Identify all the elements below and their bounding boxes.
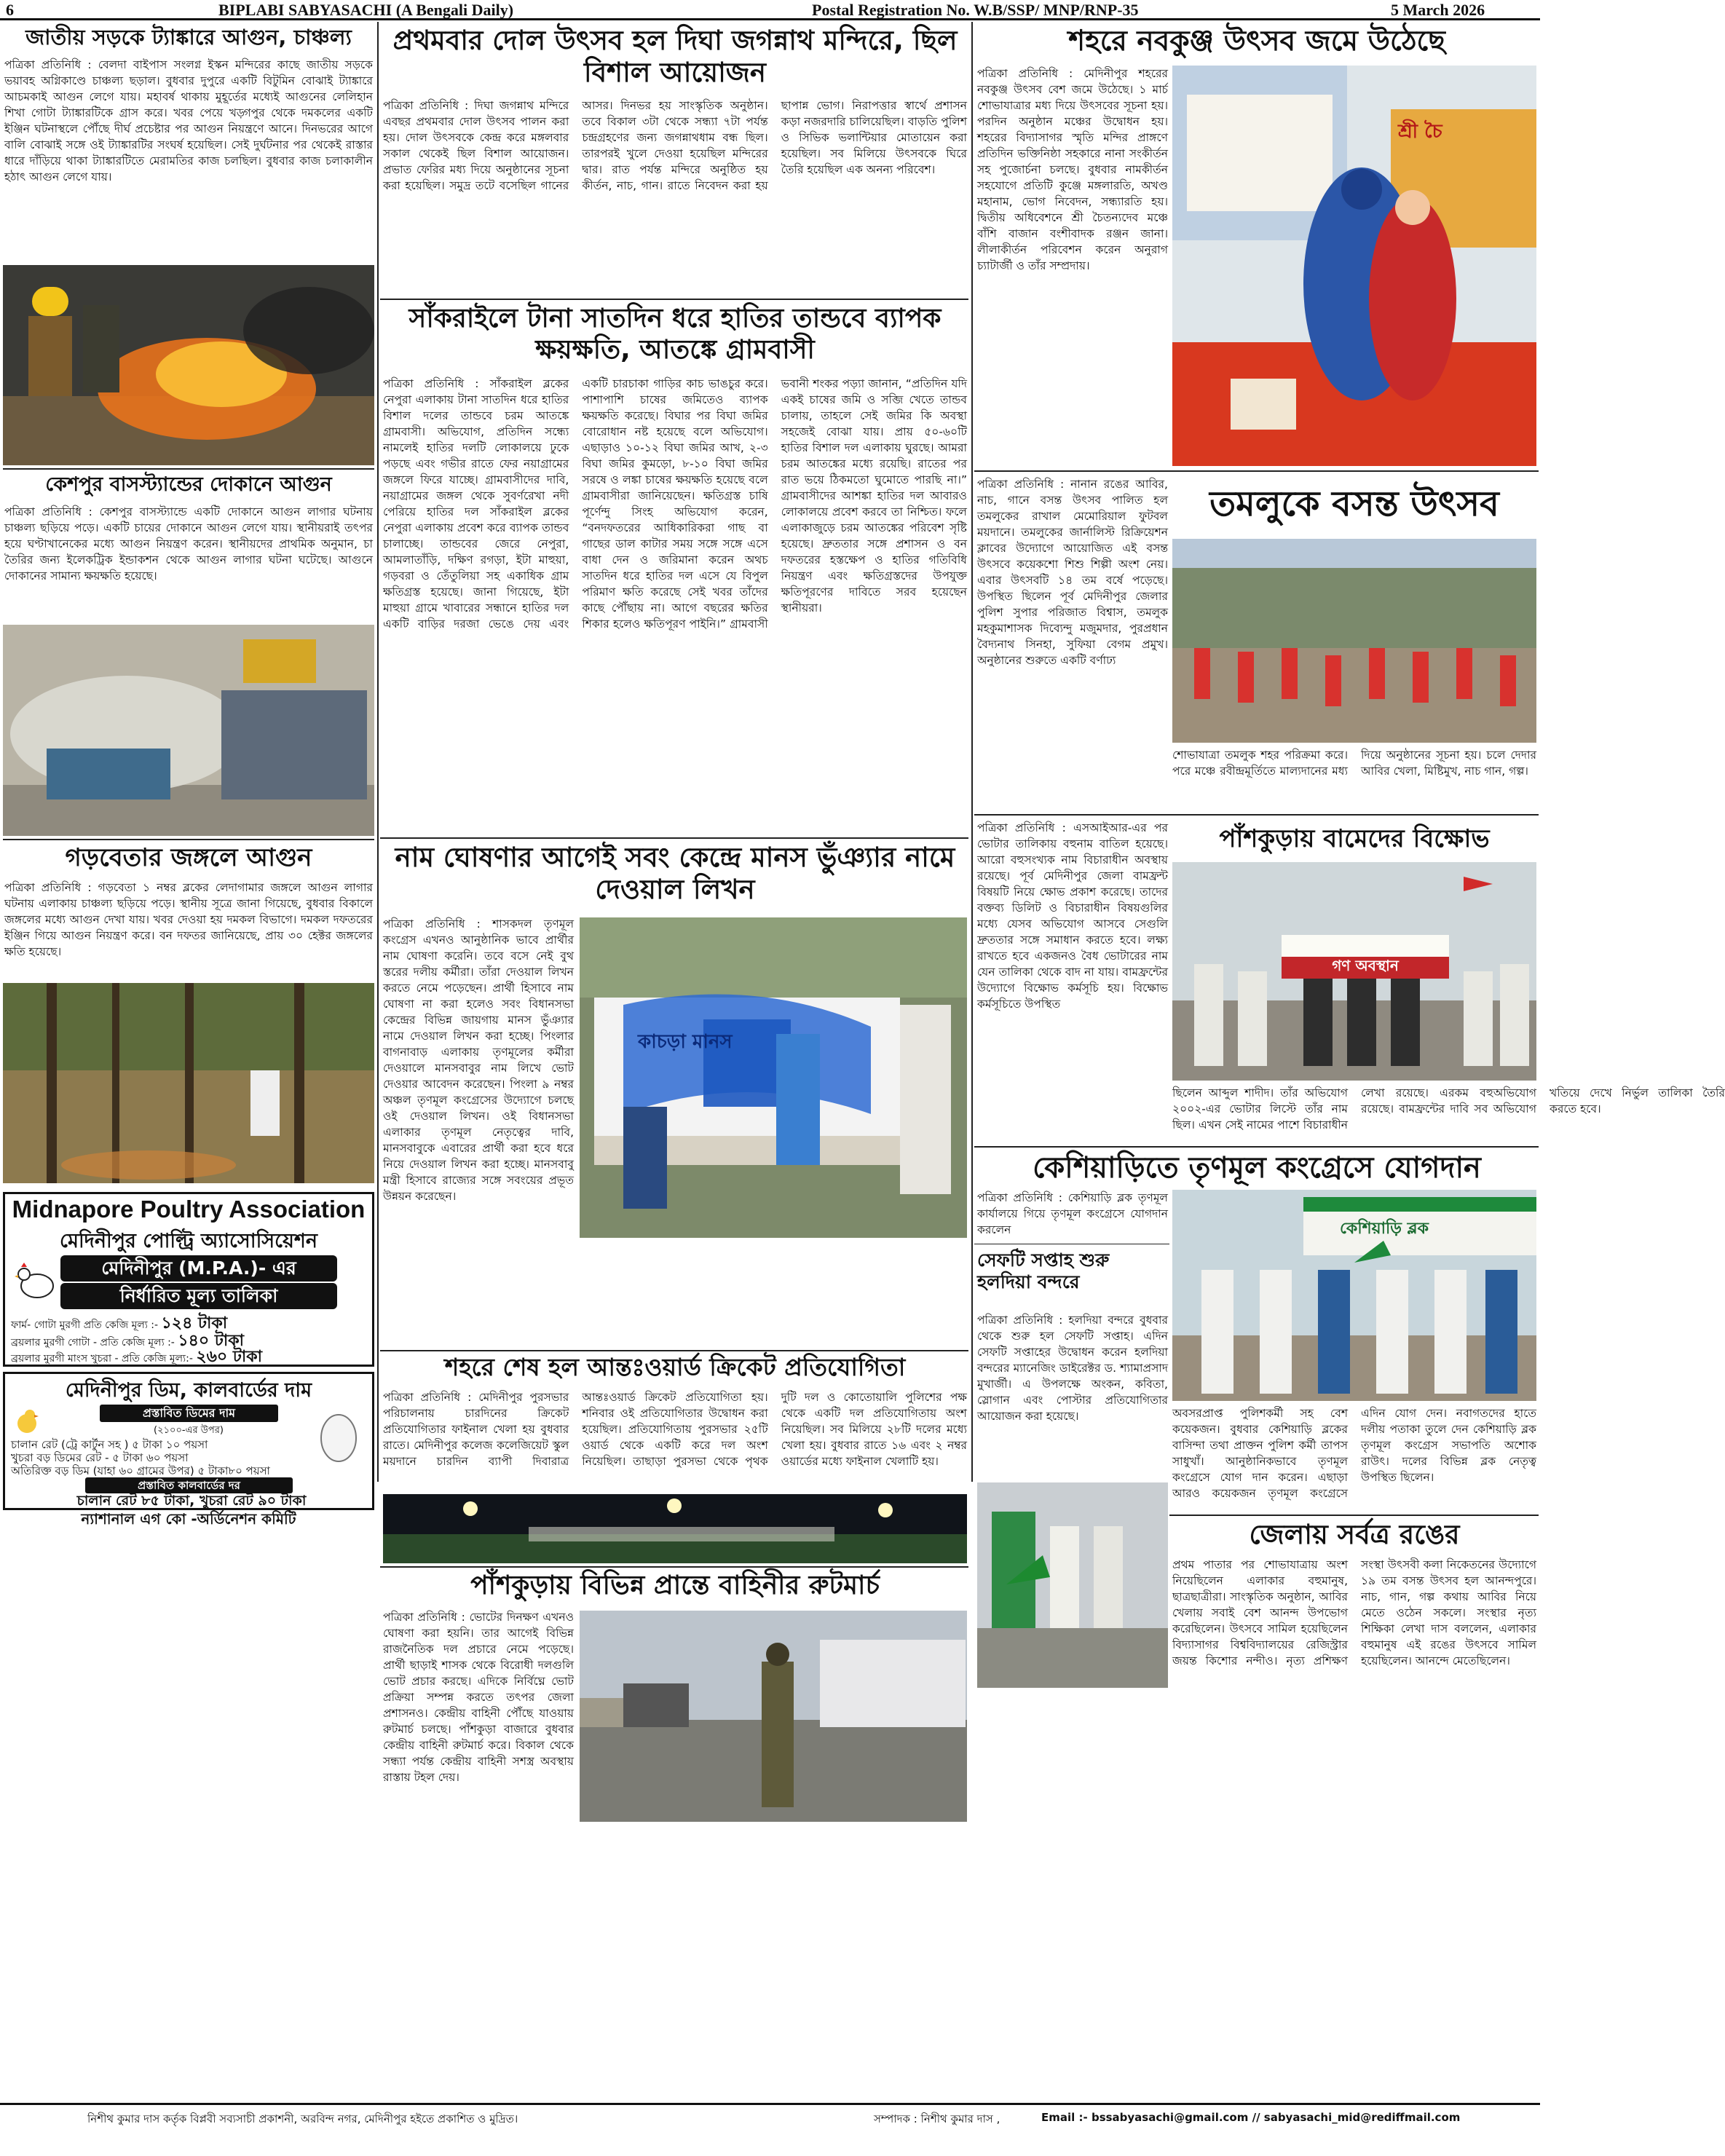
- section-rule: [3, 468, 374, 470]
- article-body-digha-dol: পত্রিকা প্রতিনিধি : দিঘা জগন্নাথ মন্দিরে এবছর প্রথমবার দোল উৎসব পালন করা হয়। দোল উৎসবকে কেন্দ্র করে মঙ্গলবার সকাল থেকেই ছিল বিশাল আয়োজন। প্রভাত ফেরির মধ্য দিয়ে অনুষ্ঠানের সূচনা করা হয়েছিল। সমুদ্র তটে বসেছিল গানের আসর। দিনভর হয় সাংস্কৃতিক অনুষ্ঠান। তবে বিকাল ৩টা থেকে সন্ধ্যা ৭টা পর্যন্ত চন্দ্রগ্রহণের জন্য জগন্নাথধাম বন্ধ ছিল। তারপরই খুলে দেওয়া হয়েছিল মন্দিরের দ্বার। রাত পর্যন্ত মন্দিরে অনুষ্ঠিত হয় কীর্তন, নাচ, গান। রাতে নিবেদন করা হয় ছাপান্ন ভোগ। নিরাপত্তার স্বার্থে প্রশাসন কড়া নজরদারি চালিয়েছিল। বাড়তি পুলিশ ও সিভিক ভলান্টিয়ার মোতায়েন করা হয়েছিল। সব মিলিয়ে উৎসবকে ঘিরে তৈরি হয়েছিল এক অনন্য পরিবেশ।: [383, 99, 967, 192]
- poultry-price-label: ফার্ম- গোটা মুরগী প্রতি কেজি মূল্য :-: [11, 1319, 159, 1331]
- article-body-cricket: পত্রিকা প্রতিনিধি : মেদিনীপুর পুরসভার পরিচালনায় চারদিনের ক্রিকেট প্রতিযোগিতার ফাইনাল খেলা হয় বুধবার রাতে। মেদিনীপুর কলেজ কলেজিয়েট স্কুল ময়দানে চারদিন ব্যাপী দিবারাত্র আন্তঃওয়ার্ড ক্রিকেট প্রতিযোগিতা হয়। শনিবার ওই প্রতিযোগিতার উদ্বোধন করা হয়েছিল। প্রতিযোগিতায় পুরসভার ২৫টি ওয়ার্ড থেকে একটি করে দল অংশ নিয়েছিল। তাছাড়া পুরসভা থেকে পৃথক দুটি দল ও কোতোয়ালি পুলিশের পক্ষ থেকে একটি দল প্রতিযোগিতায় অংশ নিয়েছিল। সব মিলিয়ে ২৮টি দলের মধ্যে খেলা হয়। বুধবার রাতে ১৬ এবং ২ নম্বর ওয়ার্ডের মধ্যে ফাইনাল খেলাটি হয়।: [383, 1391, 967, 1468]
- article-body-wall-writing: পত্রিকা প্রতিনিধি : শাসকদল তৃণমূল কংগ্রেস এখনও আনুষ্ঠানিক ভাবে প্রার্থীর নাম ঘোষণা করেনি। তবে বসে নেই বুথ স্তরের দলীয় কর্মীরা। তাঁরা দেওয়াল লিখন করতে নেমে পড়েছেন। প্রার্থী হিসাবে নাম ঘোষণা না করা হলেও সবং বিধানসভা কেন্দ্রের বিভিন্ন জায়গায় মানস ভুঁঞ্যার নামে দেওয়াল লিখন করা হচ্ছে। পিংলার বাগনাবাড় এলাকায় তৃণমূলের কর্মীরা দেওয়ালে মানসবাবুর নাম লিখে ভোট দেওয়ার আবেদন করেছেন। পিংলা ৯ নম্বর অঞ্চল তৃণমূল কংগ্রেসের উদ্যোগে চলছে ওই দেওয়াল লিখন। ওই বিধানসভা এলাকার তৃণমূল নেতৃত্বের দাবি, মানসবাবুকে এবারের প্রার্থী করা হবে ধরে নিয়ে দেওয়াল লিখন করা হচ্ছে। মানসবাবু মন্ত্রী হিসাবে রাজ্যের সঙ্গে সবংয়ের প্রভূত উন্নয়ন করেছেন।: [383, 917, 574, 1203]
- section-rule: [380, 299, 968, 300]
- article-body-route-march-cont: [580, 1826, 967, 1880]
- headline-safety-week: সেফটি সপ্তাহ শুরু হলদিয়া বন্দরে: [977, 1249, 1110, 1292]
- photo-cricket: [383, 1494, 967, 1563]
- poultry-price-label: ব্রয়লার মুরগী মাংস খুচরা - প্রতি কেজি মূল্য:-: [11, 1353, 193, 1365]
- hen-icon: [14, 1260, 58, 1303]
- poultry-price-row: [11, 1332, 371, 1350]
- article-body-left-protest: পত্রিকা প্রতিনিধি : এসআইআর-এর পর ভোটার তালিকায় বহুনাম বাতিল হয়েছে। আরো বহুসংখ্যক নাম বিচারাধীন অবস্থায় রয়েছে। পূর্ব মেদিনীপুর জেলা বামফ্রন্ট বিষয়টি নিয়ে ক্ষোভ প্রকাশ করেছে। তাদের বক্তব্য ডিলিট ও বিচারাধীন বিষয়গুলির মধ্যে যেসব অভিযোগ আসবে সেগুলি দ্রুততার সঙ্গে সমাধান করতে হবে। লক্ষ্য রাখতে হবে একজনও বৈধ ভোটারের নাম যেন তালিকা থেকে বাদ না যায়। বামফ্রন্টের উদ্যোগে বিক্ষোভ কর্মসূচি হয়। বিক্ষোভ কর্মসূচিতে উপস্থিত: [977, 821, 1168, 1011]
- photo-safety-week: [977, 1482, 1168, 1688]
- footer-editor: সম্পাদক : নিশীথ কুমার দাস ,: [874, 2112, 1000, 2125]
- poultry-price-row: [11, 1349, 371, 1366]
- section-rule: [974, 814, 1539, 816]
- article-body-garhbeta-fire: পত্রিকা প্রতিনিধি : গড়বেতা ১ নম্বর ব্লকের লেদাগামার জঙ্গলে আগুন লাগার ঘটনায় এলাকায় চাঞ্চল্য ছড়িয়ে পড়ে। স্থানীয় সূত্রে জানা গিয়েছে, বুধবার বিকালে জঙ্গলের মধ্যে আগুন দেখা যায়। খবর দেওয়া হয় দমকল বিভাগে। দমকল দফতরের ইঞ্জিন গিয়ে আগুন নিয়ন্ত্রণ করে। বন দফতর জানিয়েছে, প্রায় ৩০ হেক্টর জঙ্গলের ক্ষতি হয়েছে।: [4, 881, 373, 958]
- photo-keshiary-join: [1172, 1190, 1536, 1401]
- article-body-tamluk: পত্রিকা প্রতিনিধি : নানান রঙের আবির, নাচ, গানে বসন্ত উৎসব পালিত হল তমলুকের রাখাল মেমোরিয়াল ফুটবল ময়দানে। তমলুকের জার্নালিস্ট রিক্রিয়েশন ক্লাবের উদ্যোগে আয়োজিত এই বসন্ত উৎসবে কয়েকশো শিশু শিল্পী অংশ নেয়। এবার উৎসবটি ১৪ তম বর্ষে পড়েছে। উপস্থিত ছিলেন পূর্ব মেদিনীপুর জেলার পুলিশ সুপার পরিজাত বিশ্বাস, তমলুক মহকুমাশাসক দিব্যেন্দু মজুমদার, পুরপ্রধান বৈদ্যনাথ সিনহা, সুফিয়া বেগম প্রমুখ। অনুষ্ঠানের শুরুতে একটি বর্ণাঢ্য: [977, 478, 1168, 667]
- postal-registration: Postal Registration No. W.B/SSP/ MNP/RNP-35: [812, 1, 1139, 19]
- egg-committee-name: ন্যাশানাল এগ কো -অর্ডিনেশন কমিটি: [81, 1510, 296, 1528]
- footer-email: Email :- bssabyasachi@gmail.com // sabyasachi_mid@rediffmail.com: [1041, 2111, 1461, 2124]
- article-body-tamluk-cont: শোভাযাত্রা তমলুক শহর পরিক্রমা করে। পরে মঞ্চে রবীন্দ্রমূর্তিতে মাল্যদানের মধ্য দিয়ে অনুষ্ঠানের সূচনা হয়। চলে দেদার আবির খেলা, মিষ্টিমুখ, নাচ গান, গল্প।: [1172, 749, 1536, 778]
- headline-keshpur-fire: কেশপুর বাসস্ট্যান্ডের দোকানে আগুন: [45, 473, 332, 496]
- poultry-price-value: ১৪০ টাকা: [178, 1332, 244, 1350]
- article-body-tanker-fire: পত্রিকা প্রতিনিধি : বেলদা বাইপাস সংলগ্ন ইস্কন মন্দিরের কাছে জাতীয় সড়কে ভয়াবহ অগ্নিকাণ্ডে চাঞ্চল্য ছড়াল। বুধবার দুপুরে একটি বিটুমিন বোঝাই ট্যাঙ্কারে আচমকাই আগুন লেগে যায়। মহাবৰ্ষ থাকায় মুহূর্তের মধ্যেই আগুনের লেলিহান শিখা গোটা ট্যাঙ্কারটিকে গ্রাস করে। খবর পেয়ে খড়্গপুর থেকে দমকলের একটি ইঞ্জিন ঘটনাস্থলে পৌঁছে দীর্ঘ প্রচেষ্টার পর আগুন নিয়ন্ত্রণে আনে। দিনভরের আগে বালি বোঝাই সঙ্গে ওই ট্যাঙ্কারটির সংঘর্ষ হয়েছিল। সেই দুর্ঘটনার পর থেকেই রাস্তার ধারে দাঁড়িয়ে থাকা ট্যাঙ্কারটিতে মেরামতির কাজ চলছিল। বুধবার কাজ চলাকালীন হঠাৎ আগুন লেগে যায়।: [4, 58, 373, 183]
- headline-tamluk: তমলুকে বসন্ত উৎসব: [1209, 483, 1499, 524]
- nabakunja-banner-text: শ্রী চৈ: [1398, 121, 1442, 143]
- poultry-ad-bar-2: নির্ধারিত মূল্য তালিকা: [60, 1283, 337, 1309]
- photo-wall-writing: [580, 917, 967, 1238]
- article-body-wall-writing-cont: [580, 1242, 967, 1347]
- section-rule: [3, 839, 374, 840]
- column-rule: [377, 22, 379, 1482]
- egg-ad-note: (২১০০-এর উপর): [154, 1425, 224, 1436]
- headline-wall-writing: নাম ঘোষণার আগেই সবং কেন্দ্রে মানস ভুঁঞ্যার নামে দেওয়াল লিখন: [395, 842, 955, 906]
- article-body-safety-week: পত্রিকা প্রতিনিধি : হলদিয়া বন্দরে বুধবার থেকে শুরু হল সেফটি সপ্তাহ। এদিন সেফটি সপ্তাহের উদ্বোধন করেন হলদিয়া বন্দরের ম্যানেজিং ডাইরেক্টর ড. শ্যামাপ্রসাদ মুখার্জী। এ উপলক্ষে অংকন, কবিতা, স্লোগান এবং পোস্টার প্রতিযোগিতার আয়োজন করা হয়েছে।: [977, 1314, 1168, 1423]
- egg-icon: [318, 1410, 359, 1463]
- egg-ad-bar-1: প্রস্তাবিত ডিমের দাম: [100, 1405, 278, 1422]
- egg-ad-bar-2: প্রস্তাবিত কালবার্ডের দর: [85, 1477, 293, 1493]
- photo-nabakunja: [1172, 66, 1536, 466]
- egg-price-ad: [3, 1372, 374, 1510]
- headline-tanker-fire: জাতীয় সড়কে ট্যাঙ্কারে আগুন, চাঞ্চল্য: [25, 25, 352, 50]
- article-body-nabakunja: পত্রিকা প্রতিনিধি : মেদিনীপুর শহরের নবকুঞ্জ উৎসব বেশ জমে উঠেছে। ১ মার্চ শোভাযাত্রার মধ্য দিয়ে উৎসবের সূচনা হয়। পরদিন অনুষ্ঠান মঞ্চের উদ্বোধন হয়। শহরের বিদ্যাসাগর স্মৃতি মন্দির প্রাঙ্গণে প্রতিদিন ভক্তিনিষ্ঠা সহকারে নানা সংকীর্তন সহ পুজোর্চনা চলছে। বুধবার নামকীর্তন সহযোগে প্রতিটি কুঞ্জে মঙ্গলারতি, অখণ্ড মহানাম, ভোগ নিবেদন, সন্ধ্যারতি হয়। দ্বিতীয় অধিবেশনে শ্রী চৈতন্যদেব মঞ্চে বাঁশি বাজান বংশীবাদক রঞ্জন জানা। লীলাকীর্তন পরিবেশন করেন অনুরাগ চ্যাটার্জী ও তাঁর সম্প্রদায়।: [977, 67, 1168, 272]
- article-body-colours: প্রথম পাতার পর শোভাযাত্রায় অংশ নিয়েছিলেন এলাকার বহুমানুষ, ছাত্রছাত্রীরা। সাংস্কৃতিক অনুষ্ঠান, আবির খেলায় সবাই বেশ আনন্দ উপভোগ করেছিলেন। উৎসবে সামিল হয়েছিলেন বিদ্যাসাগর বিশ্ববিদ্যালয়ের রেজিস্ট্রার জয়ন্ত কিশোর নন্দীও। নৃত্য প্রশিক্ষণ সংস্থা উৎসবী কলা নিকেতনের উদ্যোগে ১৯ তম বসন্ত উৎসব হল আনন্দপুরে। নাচ, গান, গল্প কথায় আবির নিয়ে মেতে ওঠেন সকলে। সংস্থার নৃত্য শিক্ষিকা লেখা দাস বললেন, এলাকার বহুমানুষ এই রঙের উৎসবে সামিল হয়েছিলেন। আনন্দে মেতেছিলেন।: [1172, 1558, 1536, 1667]
- footer-publisher: নিশীথ কুমার দাস কর্তৃক বিপ্লবী সব্যসাচী প্রকাশনী, অরবিন্দ নগর, মেদিনীপুর হইতে প্রকাশিত ও মুদ্রিত।: [87, 2112, 518, 2125]
- poultry-price-label: ব্রয়লার মুরগী গোটা - প্রতি কেজি মূল্য :-: [11, 1337, 175, 1349]
- headline-elephant: সাঁকরাইলে টানা সাতদিন ধরে হাতির তান্ডবে ব্যাপক ক্ষয়ক্ষতি, আতঙ্কে গ্রামবাসী: [408, 304, 942, 366]
- poultry-price-ad: [3, 1192, 374, 1367]
- section-rule: [380, 1350, 968, 1351]
- protest-banner-text: গণ অবস্থান: [1332, 957, 1399, 974]
- section-rule: [1169, 1515, 1539, 1516]
- section-rule: [974, 470, 1539, 472]
- photo-keshpur-fire: [3, 625, 374, 836]
- headline-route-march: পাঁশকুড়ায় বিভিন্ন প্রান্তে বাহিনীর রুটমার্চ: [470, 1571, 880, 1600]
- photo-forest-fire: [3, 983, 374, 1183]
- article-body-left-protest-cont: ছিলেন আব্দুল শাদীদ। তাঁর অভিযোগ ২০০২-এর ভোটার লিস্টে তাঁর নাম ছিল। এখন সেই নামের পাশে বিচারাধীন লেখা রয়েছে। এরকম বহুঅভিযোগ রয়েছে। বামফ্রন্টের দাবি সব অভিযোগ খতিয়ে দেখে নির্ভুল তালিকা তৈরি করতে হবে।: [1172, 1086, 1725, 1132]
- masthead: [0, 0, 1540, 20]
- poultry-ad-bar-1: মেদিনীপুর (M.P.A.)- এর: [60, 1255, 337, 1282]
- photo-tanker-fire: [3, 265, 374, 465]
- egg-rate-row: খুচরা বড় ডিমের রেট - ৫ টাকা ৬০ পয়সা: [11, 1451, 189, 1464]
- poultry-price-value: ২৬০ টাকা: [196, 1348, 263, 1366]
- egg-rate-row: চালান রেট (ট্রে কার্টুন সহ ) ৫ টাকা ১০ পয়সা: [11, 1438, 208, 1451]
- headline-garhbeta-fire: গড়বেতার জঙ্গলে আগুন: [65, 843, 312, 872]
- section-rule: [380, 1566, 968, 1568]
- article-body-elephant: পত্রিকা প্রতিনিধি : সাঁকরাইল ব্লকের নেপুরা এলাকায় টানা সাতদিন ধরে হাতির বিশাল দলের তান্ডবে চরম আতঙ্কে গ্রামবাসী। অভিযোগ, প্রতিদিন সন্ধ্যে নামলেই হাতির দলটি লোকালয়ে ঢুকে পড়ছে এবং গভীর রাতে ফের নয়াগ্রামের জঙ্গলে ফিরে যাচ্ছে। গ্রামবাসীদের দাবি, নয়াগ্রামের জঙ্গল থেকে সুবর্ণরেখা নদী পেরিয়ে হাতির দল সাঁকরাইল ব্লকের নেপুরা এলাকায় প্রবেশ করে ব্যাপক তান্ডব চালাচ্ছে। তান্ডবের জেরে নেপুরা, আমলাতাঁড়ি, দক্ষিণ রগড়া, ইটা মাহুয়া, গড়বরা ও তেঁতুলিয়া সহ একাধিক গ্রাম ক্ষতিগ্রস্ত হয়েছে। জানা গিয়েছে, ইটা মাহুয়া গ্রামে খাবারের সন্ধানে হাতির দল একটি বাড়ির দরজা ভেঙে দেয় এবং একটি চারচাকা গাড়ির কাচ ভাঙচুর করে। পাশাপাশি চাষের জমিতেও ব্যাপক ক্ষয়ক্ষতি করেছে। বিঘার পর বিঘা জমির বোরোধান নষ্ট হয়েছে বলে অভিযোগ। এছাড়াও ১০-১২ বিঘা জমির আখ, ২-৩ বিঘা জমির কুমড়ো, ৮-১০ বিঘা জমির সরষে ও লঙ্কা চাষের ক্ষয়ক্ষতি হয়েছে বলে গ্রামবাসীরা জানিয়েছেন। ক্ষতিগ্রস্ত চাষি পূর্ণেন্দু সিংহ অভিযোগ করেন, “বনদফতরের আধিকারিকরা গাছ বা গাছের ডাল কাটার সময় সঙ্গে সঙ্গে এসে বাধা দেন ও জরিমানা করেন অথচ সাতদিন ধরে হাতির দল এসে যে বিপুল পরিমাণ ক্ষতি করেছে সেই খবর তাঁদের কাছে পৌঁছায় না। আগে বছরের ক্ষতির শিকার হলেও ক্ষতিপূরণ পাইনি।” গ্রামবাসী ভবানী শংকর পড়্যা জানান, “প্রতিদিন যদি একই চাষের জমি ও সব্জি খেতে তান্ডব চালায়, তাহলে সেই জমির কি অবস্থা সহজেই বোঝা যায়। প্রায় ৫০-৬০টি হাতির বিশাল দল এলাকায় ঘুরছে। আমরা চরম আতঙ্কের মধ্যে রয়েছি। রাতের পর রাত ভয়ে ঠিকমতো ঘুমোতে পারছি না।” গ্রামবাসীদের আশঙ্কা হাতির দল আবারও লোকালয়ে প্রবেশ করবে তা নিশ্চিত। ফলে এলাকাজুড়ে চরম আতঙ্কের পরিবেশ সৃষ্টি হয়েছে। দ্রুততার সঙ্গে প্রশাসন ও বন দফতরের হস্তক্ষেপ ও হাতির গতিবিধি নিয়ন্ত্রণ এবং ক্ষতিগ্রস্তদের উপযুক্ত ক্ষতিপূরণের দাবিতে সরব হয়েছেন স্থানীয়রা।: [383, 377, 967, 631]
- headline-digha-dol: প্রথমবার দোল উৎসব হল দিঘা জগন্নাথ মন্দিরে, ছিল বিশাল আয়োজন: [392, 25, 958, 89]
- poultry-ad-title-bn: মেদিনীপুর পোল্ট্রি অ্যাসোসিয়েশন: [60, 1230, 317, 1252]
- column-rule: [971, 22, 973, 1482]
- photo-left-protest: [1172, 862, 1536, 1081]
- headline-nabakunja: শহরে নবকুঞ্জ উৎসব জমে উঠেছে: [1068, 25, 1445, 58]
- section-rule: [974, 1146, 1539, 1148]
- footer: [0, 2103, 1540, 2132]
- article-body-route-march: পত্রিকা প্রতিনিধি : ভোটের দিনক্ষণ এখনও ঘোষণা করা হয়নি। তার আগেই বিভিন্ন রাজনৈতিক দল প্রচারে নেমে পড়েছে। প্রার্থী ছাড়াই শাসক থেকে বিরোধী দলগুলি ভোট প্রচার করছে। এদিকে নির্বিঘ্নে ভোট প্রক্রিয়া সম্পন্ন করতে তৎপর জেলা প্রশাসনও। কেন্দ্রীয় বাহিনী পৌঁছে যাওয়ায় রুটমার্চ চলছে। পাঁশকুড়া বাজারে বুধবার কেন্দ্রীয় বাহিনী রুটমার্চ করে। বিকাল থেকে সন্ধ্যা পর্যন্ত কেন্দ্রীয় বাহিনী সশস্ত্র অবস্থায় রাস্তায় টহল দেয়।: [383, 1611, 574, 1784]
- page-number: 6: [6, 1, 14, 19]
- photo-tamluk: [1172, 539, 1536, 743]
- article-body-keshpur-fire: পত্রিকা প্রতিনিধি : কেশপুর বাসস্ট্যান্ডে একটি দোকানে আগুন লাগার ঘটনায় চাঞ্চল্য ছড়িয়ে পড়ে। একটি চায়ের দোকানে আগুন লেগে যায়। স্থানীয়রাই তৎপর হয়ে ঘণ্টাখানেকের মধ্যে আগুন নিয়ন্ত্রণ করেন। স্থানীয়দের প্রাথমিক অনুমান, চা তৈরির জন্য ইলেকট্রিক ইন্ডাকশন থেকে আগুন লাগার ঘটনা ঘটেছে। আগুনে দোকানের সামান্য ক্ষয়ক্ষতি হয়েছে।: [4, 505, 373, 583]
- headline-colours: জেলায় সর্বত্র রঙের: [1249, 1519, 1460, 1550]
- photo-route-march: [580, 1611, 967, 1822]
- headline-keshiary-join: কেশিয়াড়িতে তৃণমূল কংগ্রেসে যোগদান: [1033, 1151, 1481, 1185]
- egg-rate-row: অতিরিক্ত বড় ডিম (যাহা ৬০ গ্রামের উপর) ৫ টাকা৮০ পয়সা: [11, 1464, 270, 1477]
- egg-ad-title: মেদিনীপুর ডিম, কালবার্ডের দাম: [65, 1379, 312, 1402]
- section-rule: [380, 837, 968, 839]
- wall-writing-text: কাচড়া মানস: [638, 1031, 733, 1053]
- paper-name: BIPLABI SABYASACHI (A Bengali Daily): [218, 1, 514, 19]
- poultry-ad-title-en: Midnapore Poultry Association: [12, 1196, 366, 1223]
- kalbird-rate: চালান রেট ৮৫ টাকা, খুচরা রেট ৯০ টাকা: [76, 1493, 307, 1509]
- keshiary-banner-text: কেশিয়াড়ি ব্লক: [1340, 1220, 1429, 1238]
- article-body-keshiary-join-cont: অবসরপ্রাপ্ত পুলিশকর্মী সহ বেশ কয়েকজন। বুধবার কেশিয়াড়ি ব্লকের বাসিন্দা তথা প্রাক্তন পুলিশ কর্মী তাপস সাধুখাঁ। আনুষ্ঠানিকভাবে তৃণমূল কংগ্রেসে যোগ দান করেন। এছাড়া আরও কয়েকজন তৃণমূল কংগ্রেসে এদিন যোগ দেন। নবাগতদের হাতে দলীয় পতাকা তুলে দেন কেশিয়াড়ি ব্লক তৃণমূল কংগ্রেস সভাপতি অশোক রাউৎ। দলের বিভিন্ন ব্লক নেতৃত্ব উপস্থিত ছিলেন।: [1172, 1407, 1536, 1500]
- poultry-price-value: ১২৪ টাকা: [161, 1314, 228, 1332]
- article-body-keshiary-join: পত্রিকা প্রতিনিধি : কেশিয়াড়ি ব্লক তৃণমূল কার্যালয়ে গিয়ে তৃণমূল কংগ্রেসে যোগদান করলেন: [977, 1191, 1168, 1236]
- headline-cricket: শহরে শেষ হল আন্তঃওয়ার্ড ক্রিকেট প্রতিযোগিতা: [444, 1353, 906, 1381]
- poultry-price-row: [11, 1315, 371, 1332]
- headline-left-protest: পাঁশকুড়ায় বামেদের বিক্ষোভ: [1219, 824, 1490, 853]
- issue-date: 5 March 2026: [1391, 1, 1485, 19]
